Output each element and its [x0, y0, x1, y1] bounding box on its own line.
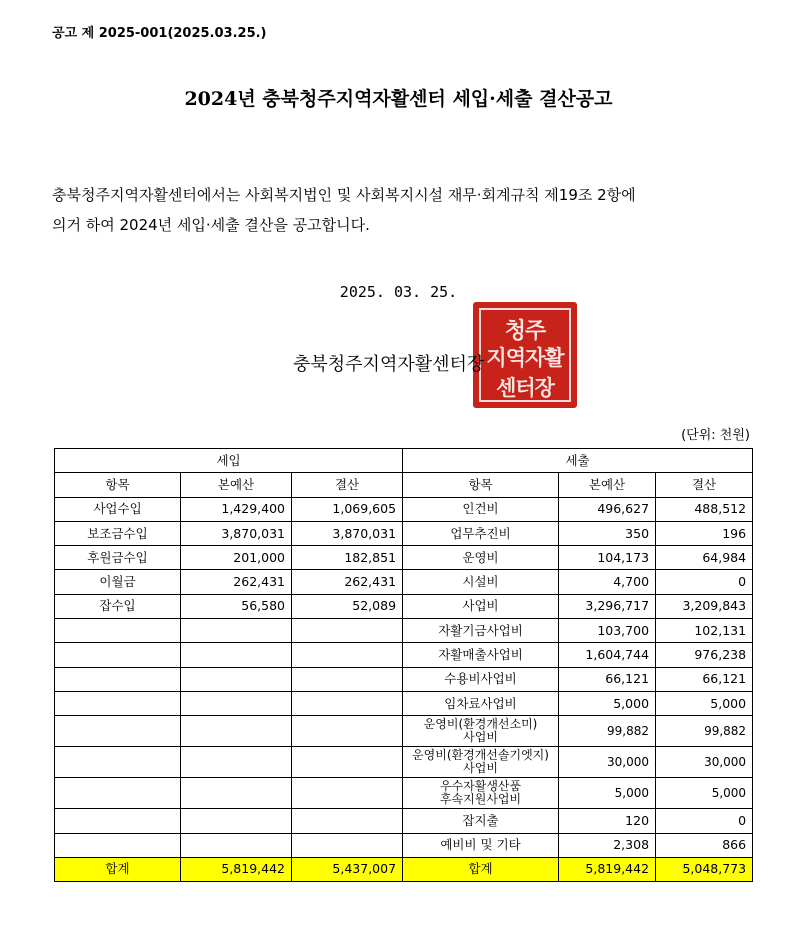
expense-budget-cell: 496,627: [559, 497, 656, 521]
expense-settled-cell: 866: [656, 833, 753, 857]
revenue-settled-cell: [292, 716, 403, 747]
expense-settled-cell: 0: [656, 570, 753, 594]
expense-item-cell: 운영비(환경개선소미) 사업비: [403, 716, 559, 747]
expense-budget-cell: 99,882: [559, 716, 656, 747]
table-row: [55, 691, 753, 715]
expense-settled-cell: 976,238: [656, 643, 753, 667]
expense-item-cell: 업무추진비: [403, 521, 559, 545]
expense-item-cell: 우수자활생산품 후속지원사업비: [403, 778, 559, 809]
expense-settled-cell: 488,512: [656, 497, 753, 521]
revenue-budget-cell: [181, 778, 292, 809]
expense-col-budget: 본예산: [559, 473, 656, 497]
revenue-budget-cell: [181, 643, 292, 667]
organization-name: 충북청주지역자활센터장: [293, 354, 485, 375]
table-row: [55, 667, 753, 691]
revenue-budget-cell: [181, 809, 292, 833]
expense-total-settled: 5,048,773: [656, 857, 753, 881]
table-row: [55, 546, 753, 570]
expense-item-cell: 임차료사업비: [403, 691, 559, 715]
revenue-item-cell: 이월금: [55, 570, 181, 594]
expense-budget-cell: 2,308: [559, 833, 656, 857]
notice-body-line-1: 충북청주지역자활센터에서는 사회복지법인 및 사회복지시설 재무·회계규칙 제19조 2항에: [52, 186, 636, 204]
expense-settled-cell: 64,984: [656, 546, 753, 570]
table-row: [55, 833, 753, 857]
budget-table-body: [55, 497, 753, 881]
expense-budget-cell: 104,173: [559, 546, 656, 570]
expense-budget-cell: 3,296,717: [559, 594, 656, 618]
revenue-item-cell: [55, 716, 181, 747]
page-title: 2024년 충북청주지역자활센터 세입·세출 결산공고: [184, 88, 613, 110]
table-section-header-row: [55, 449, 753, 473]
expense-budget-cell: 30,000: [559, 747, 656, 778]
revenue-total-settled: 5,437,007: [292, 857, 403, 881]
table-row: [55, 594, 753, 618]
notice-body: [52, 180, 752, 240]
revenue-budget-cell: [181, 619, 292, 643]
revenue-item-cell: [55, 809, 181, 833]
revenue-budget-cell: [181, 667, 292, 691]
revenue-item-cell: [55, 643, 181, 667]
expense-settled-cell: 196: [656, 521, 753, 545]
expense-item-cell: 자활매출사업비: [403, 643, 559, 667]
expense-settled-cell: 3,209,843: [656, 594, 753, 618]
expense-item-cell: 운영비(환경개선솔기엣지) 사업비: [403, 747, 559, 778]
expense-budget-cell: 66,121: [559, 667, 656, 691]
expense-item-cell: 수용비사업비: [403, 667, 559, 691]
expense-settled-cell: 66,121: [656, 667, 753, 691]
expense-budget-cell: 120: [559, 809, 656, 833]
budget-table: [54, 448, 753, 882]
revenue-item-cell: [55, 833, 181, 857]
table-row: [55, 619, 753, 643]
revenue-budget-cell: [181, 716, 292, 747]
revenue-settled-cell: [292, 778, 403, 809]
revenue-item-cell: [55, 667, 181, 691]
expense-item-cell: 잡지출: [403, 809, 559, 833]
revenue-item-cell: [55, 619, 181, 643]
expense-settled-cell: 102,131: [656, 619, 753, 643]
notice-date: 2025. 03. 25.: [339, 283, 458, 301]
expense-budget-cell: 5,000: [559, 778, 656, 809]
revenue-settled-cell: 52,089: [292, 594, 403, 618]
revenue-col-item: 항목: [55, 473, 181, 497]
official-seal: [473, 302, 577, 408]
revenue-settled-cell: 262,431: [292, 570, 403, 594]
revenue-budget-cell: 262,431: [181, 570, 292, 594]
expense-header: 세출: [403, 449, 753, 473]
expense-col-item: 항목: [403, 473, 559, 497]
revenue-settled-cell: 1,069,605: [292, 497, 403, 521]
revenue-settled-cell: [292, 691, 403, 715]
unit-label: (단위: 천원): [681, 428, 750, 443]
revenue-budget-cell: [181, 691, 292, 715]
notice-body-line-2: 의거 하여 2024년 세입·세출 결산을 공고합니다.: [52, 216, 370, 234]
revenue-budget-cell: 201,000: [181, 546, 292, 570]
revenue-budget-cell: 3,870,031: [181, 521, 292, 545]
total-row: [55, 857, 753, 881]
expense-budget-cell: 5,000: [559, 691, 656, 715]
expense-budget-cell: 350: [559, 521, 656, 545]
expense-total-label: 합계: [403, 857, 559, 881]
expense-settled-cell: 99,882: [656, 716, 753, 747]
revenue-col-settled: 결산: [292, 473, 403, 497]
expense-total-budget: 5,819,442: [559, 857, 656, 881]
revenue-header: 세입: [55, 449, 403, 473]
revenue-item-cell: 사업수입: [55, 497, 181, 521]
revenue-settled-cell: [292, 619, 403, 643]
revenue-col-budget: 본예산: [181, 473, 292, 497]
revenue-budget-cell: [181, 747, 292, 778]
revenue-settled-cell: [292, 809, 403, 833]
expense-item-cell: 운영비: [403, 546, 559, 570]
revenue-settled-cell: [292, 667, 403, 691]
expense-item-cell: 예비비 및 기타: [403, 833, 559, 857]
revenue-settled-cell: [292, 643, 403, 667]
revenue-item-cell: 잡수입: [55, 594, 181, 618]
expense-settled-cell: 30,000: [656, 747, 753, 778]
revenue-budget-cell: [181, 833, 292, 857]
expense-col-settled: 결산: [656, 473, 753, 497]
table-row: [55, 747, 753, 778]
expense-item-cell: 자활기금사업비: [403, 619, 559, 643]
seal-text-row-1: 청주: [504, 319, 546, 344]
expense-budget-cell: 1,604,744: [559, 643, 656, 667]
expense-settled-cell: 5,000: [656, 691, 753, 715]
revenue-total-label: 합계: [55, 857, 181, 881]
table-column-header-row: [55, 473, 753, 497]
seal-text-row-3: 센터장: [496, 376, 554, 400]
revenue-item-cell: [55, 691, 181, 715]
seal-text-row-2: 지역자활: [486, 346, 564, 370]
expense-budget-cell: 103,700: [559, 619, 656, 643]
expense-budget-cell: 4,700: [559, 570, 656, 594]
expense-item-cell: 사업비: [403, 594, 559, 618]
table-row: [55, 521, 753, 545]
revenue-settled-cell: 182,851: [292, 546, 403, 570]
revenue-item-cell: 후원금수입: [55, 546, 181, 570]
table-row: [55, 497, 753, 521]
expense-item-cell: 인건비: [403, 497, 559, 521]
revenue-budget-cell: 1,429,400: [181, 497, 292, 521]
revenue-item-cell: [55, 778, 181, 809]
revenue-budget-cell: 56,580: [181, 594, 292, 618]
notice-number: 공고 제 2025-001(2025.03.25.): [52, 26, 267, 41]
table-row: [55, 570, 753, 594]
table-row: [55, 778, 753, 809]
revenue-item-cell: [55, 747, 181, 778]
revenue-item-cell: 보조금수입: [55, 521, 181, 545]
revenue-settled-cell: [292, 833, 403, 857]
expense-settled-cell: 5,000: [656, 778, 753, 809]
table-row: [55, 809, 753, 833]
table-row: [55, 716, 753, 747]
seal-border: [479, 308, 571, 402]
revenue-settled-cell: [292, 747, 403, 778]
revenue-settled-cell: 3,870,031: [292, 521, 403, 545]
table-row: [55, 643, 753, 667]
revenue-total-budget: 5,819,442: [181, 857, 292, 881]
expense-item-cell: 시설비: [403, 570, 559, 594]
expense-settled-cell: 0: [656, 809, 753, 833]
